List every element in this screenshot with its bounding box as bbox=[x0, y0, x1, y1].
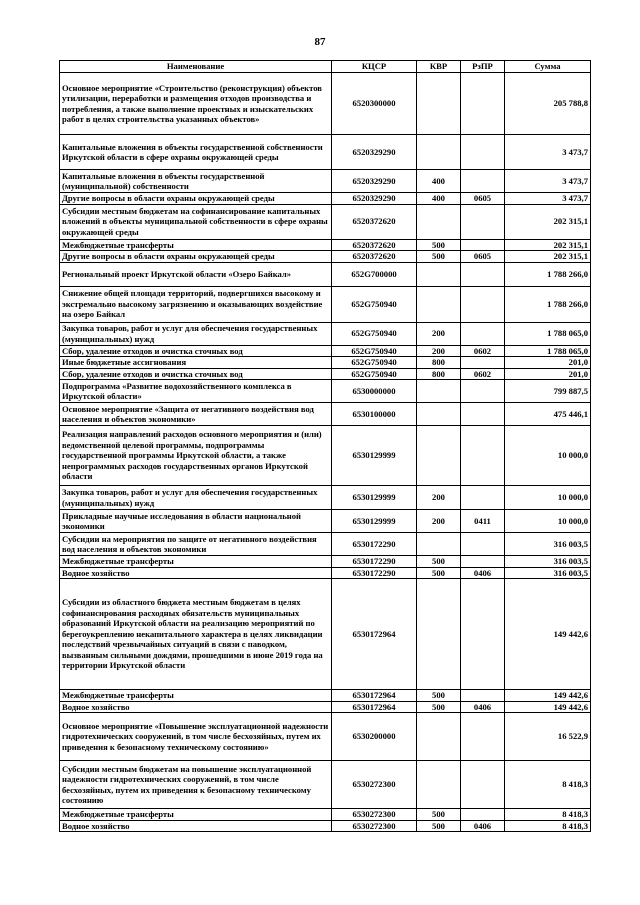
row-name: Межбюджетные трансферты bbox=[60, 690, 332, 702]
row-kvr: 500 bbox=[417, 251, 461, 263]
row-name: Межбюджетные трансферты bbox=[60, 809, 332, 821]
row-kvr bbox=[417, 579, 461, 690]
row-kvr: 400 bbox=[417, 193, 461, 205]
row-name: Закупка товаров, работ и услуг для обеспечения государственных (муниципальных) нужд bbox=[60, 486, 332, 510]
row-name: Межбюджетные трансферты bbox=[60, 556, 332, 568]
row-kvr: 200 bbox=[417, 510, 461, 533]
budget-table bbox=[59, 60, 591, 832]
header-kcsr: КЦСР bbox=[332, 61, 417, 73]
row-rzpr bbox=[461, 135, 505, 170]
row-kcsr: 6520372620 bbox=[332, 251, 417, 263]
row-kvr bbox=[417, 426, 461, 486]
row-kvr: 500 bbox=[417, 239, 461, 251]
row-rzpr bbox=[461, 556, 505, 568]
row-sum: 8 418,3 bbox=[505, 761, 591, 809]
row-kvr bbox=[417, 73, 461, 135]
row-rzpr: 0605 bbox=[461, 193, 505, 205]
row-name: Подпрограмма «Развитие водохозяйственного комплекса в Иркутской области» bbox=[60, 380, 332, 403]
row-name: Снижение общей площади территорий, подвергшихся высокому и экстремально высокому загрязнению и оказывающих воздействие на озеро Байкал bbox=[60, 286, 332, 322]
table-row bbox=[60, 567, 591, 579]
table-row bbox=[60, 486, 591, 510]
row-kcsr: 6530272300 bbox=[332, 761, 417, 809]
row-rzpr bbox=[461, 690, 505, 702]
row-rzpr bbox=[461, 761, 505, 809]
row-sum: 316 003,5 bbox=[505, 556, 591, 568]
row-sum: 201,0 bbox=[505, 357, 591, 369]
row-kvr bbox=[417, 135, 461, 170]
row-name: Водное хозяйство bbox=[60, 820, 332, 832]
row-name: Межбюджетные трансферты bbox=[60, 239, 332, 251]
row-sum: 1 788 266,0 bbox=[505, 286, 591, 322]
row-kcsr: 6520372620 bbox=[332, 204, 417, 239]
row-sum: 1 788 266,0 bbox=[505, 262, 591, 286]
row-rzpr bbox=[461, 170, 505, 193]
table-row bbox=[60, 239, 591, 251]
row-sum: 1 788 065,0 bbox=[505, 322, 591, 345]
row-kvr bbox=[417, 286, 461, 322]
table-row bbox=[60, 286, 591, 322]
row-kcsr: 652G700000 bbox=[332, 262, 417, 286]
row-sum: 201,0 bbox=[505, 368, 591, 380]
row-kvr: 500 bbox=[417, 690, 461, 702]
row-kcsr: 6530172290 bbox=[332, 556, 417, 568]
table-row bbox=[60, 701, 591, 713]
row-name: Закупка товаров, работ и услуг для обеспечения государственных (муниципальных) нужд bbox=[60, 322, 332, 345]
row-rzpr bbox=[461, 426, 505, 486]
table-row bbox=[60, 204, 591, 239]
row-kcsr: 6530172964 bbox=[332, 690, 417, 702]
row-name: Субсидии на мероприятия по защите от негативного воздействия вод населения и объектов экономики bbox=[60, 533, 332, 556]
row-kvr: 500 bbox=[417, 567, 461, 579]
row-kvr: 800 bbox=[417, 357, 461, 369]
table-row bbox=[60, 380, 591, 403]
row-kcsr: 6530129999 bbox=[332, 510, 417, 533]
table-row bbox=[60, 761, 591, 809]
table-row bbox=[60, 556, 591, 568]
row-name: Основное мероприятие «Повышение эксплуатационной надежности гидротехнических сооружений, в том числе бесхозяйных, путем их приведения к безопасному техническому состоянию» bbox=[60, 713, 332, 761]
row-name: Сбор, удаление отходов и очистка сточных вод bbox=[60, 345, 332, 357]
row-sum: 3 473,7 bbox=[505, 135, 591, 170]
row-sum: 8 418,3 bbox=[505, 820, 591, 832]
row-kvr bbox=[417, 403, 461, 426]
table-row bbox=[60, 533, 591, 556]
table-row bbox=[60, 690, 591, 702]
row-kcsr: 6530000000 bbox=[332, 380, 417, 403]
table-row bbox=[60, 368, 591, 380]
table-row bbox=[60, 251, 591, 263]
header-name: Наименование bbox=[60, 61, 332, 73]
row-kcsr: 652G750940 bbox=[332, 357, 417, 369]
header-kvr: КВР bbox=[417, 61, 461, 73]
row-kcsr: 652G750940 bbox=[332, 345, 417, 357]
row-rzpr bbox=[461, 322, 505, 345]
row-kcsr: 6530272300 bbox=[332, 809, 417, 821]
table-row bbox=[60, 345, 591, 357]
row-rzpr: 0602 bbox=[461, 368, 505, 380]
row-kcsr: 6530172290 bbox=[332, 567, 417, 579]
row-kcsr: 6520300000 bbox=[332, 73, 417, 135]
row-rzpr: 0406 bbox=[461, 820, 505, 832]
row-kcsr: 652G750940 bbox=[332, 286, 417, 322]
row-kcsr: 6530129999 bbox=[332, 426, 417, 486]
row-rzpr: 0406 bbox=[461, 567, 505, 579]
row-name: Другие вопросы в области охраны окружающей среды bbox=[60, 251, 332, 263]
row-sum: 10 000,0 bbox=[505, 486, 591, 510]
table-row bbox=[60, 193, 591, 205]
row-rzpr bbox=[461, 713, 505, 761]
row-sum: 16 522,9 bbox=[505, 713, 591, 761]
row-rzpr bbox=[461, 73, 505, 135]
row-kcsr: 6530129999 bbox=[332, 486, 417, 510]
table-row bbox=[60, 510, 591, 533]
row-name: Другие вопросы в области охраны окружающей среды bbox=[60, 193, 332, 205]
row-kcsr: 6530100000 bbox=[332, 403, 417, 426]
row-kvr bbox=[417, 713, 461, 761]
row-sum: 202 315,1 bbox=[505, 239, 591, 251]
row-kvr: 800 bbox=[417, 368, 461, 380]
row-rzpr bbox=[461, 533, 505, 556]
row-sum: 3 473,7 bbox=[505, 193, 591, 205]
row-kvr bbox=[417, 262, 461, 286]
row-kcsr: 6530172290 bbox=[332, 533, 417, 556]
row-kvr: 500 bbox=[417, 809, 461, 821]
row-sum: 202 315,1 bbox=[505, 251, 591, 263]
row-sum: 3 473,7 bbox=[505, 170, 591, 193]
table-row bbox=[60, 262, 591, 286]
table-header-row bbox=[60, 61, 591, 73]
row-name: Региональный проект Иркутской области «Озеро Байкал» bbox=[60, 262, 332, 286]
row-sum: 202 315,1 bbox=[505, 204, 591, 239]
row-name: Основное мероприятие «Защита от негативного воздействия вод населения и объектов экономики» bbox=[60, 403, 332, 426]
row-rzpr bbox=[461, 286, 505, 322]
row-kvr: 400 bbox=[417, 170, 461, 193]
table-row bbox=[60, 579, 591, 690]
row-kcsr: 6520329290 bbox=[332, 193, 417, 205]
row-name: Субсидии местным бюджетам на софинансирование капитальных вложений в объекты муниципальной собственности в сфере охраны окружающей среды bbox=[60, 204, 332, 239]
row-name: Водное хозяйство bbox=[60, 567, 332, 579]
row-name: Сбор, удаление отходов и очистка сточных вод bbox=[60, 368, 332, 380]
row-rzpr bbox=[461, 403, 505, 426]
table-row bbox=[60, 322, 591, 345]
row-name: Иные бюджетные ассигнования bbox=[60, 357, 332, 369]
row-rzpr: 0605 bbox=[461, 251, 505, 263]
row-name: Прикладные научные исследования в области национальной экономики bbox=[60, 510, 332, 533]
row-sum: 149 442,6 bbox=[505, 690, 591, 702]
row-rzpr: 0602 bbox=[461, 345, 505, 357]
row-kcsr: 6530200000 bbox=[332, 713, 417, 761]
row-rzpr bbox=[461, 579, 505, 690]
table-row bbox=[60, 820, 591, 832]
row-kvr: 500 bbox=[417, 556, 461, 568]
row-kcsr: 6530272300 bbox=[332, 820, 417, 832]
row-kvr: 500 bbox=[417, 820, 461, 832]
table-row bbox=[60, 170, 591, 193]
row-name: Субсидии из областного бюджета местным бюджетам в целях софинансирования расходных обязательств муниципальных образований Иркутской области на реализацию мероприятий по берегоукреплению некапитального характера в целях ликвидации последствий чрезвычайных ситуаций в связи с паводком, вызванным сильными дождями, прошедшими в июне 2019 года на территории Иркутской области bbox=[60, 579, 332, 690]
row-name: Водное хозяйство bbox=[60, 701, 332, 713]
row-rzpr bbox=[461, 262, 505, 286]
row-kvr bbox=[417, 380, 461, 403]
header-sum: Сумма bbox=[505, 61, 591, 73]
row-rzpr bbox=[461, 380, 505, 403]
row-name: Реализация направлений расходов основного мероприятия и (или) ведомственной целевой программы, подпрограммы государственной программы Иркутской области, а также непрограммных расходов государственных органов Иркутской области bbox=[60, 426, 332, 486]
row-sum: 10 000,0 bbox=[505, 510, 591, 533]
row-sum: 316 003,5 bbox=[505, 533, 591, 556]
row-kvr bbox=[417, 761, 461, 809]
row-rzpr bbox=[461, 809, 505, 821]
row-kcsr: 6520329290 bbox=[332, 170, 417, 193]
row-kvr bbox=[417, 533, 461, 556]
row-sum: 149 442,6 bbox=[505, 701, 591, 713]
row-sum: 475 446,1 bbox=[505, 403, 591, 426]
row-kvr: 200 bbox=[417, 322, 461, 345]
row-rzpr: 0406 bbox=[461, 701, 505, 713]
row-name: Капитальные вложения в объекты государственной (муниципальной) собственности bbox=[60, 170, 332, 193]
table-row bbox=[60, 809, 591, 821]
table-row bbox=[60, 73, 591, 135]
row-kcsr: 6530172964 bbox=[332, 579, 417, 690]
row-rzpr bbox=[461, 239, 505, 251]
row-sum: 316 003,5 bbox=[505, 567, 591, 579]
row-rzpr bbox=[461, 357, 505, 369]
header-rzpr: РзПР bbox=[461, 61, 505, 73]
row-sum: 10 000,0 bbox=[505, 426, 591, 486]
table-row bbox=[60, 426, 591, 486]
row-sum: 8 418,3 bbox=[505, 809, 591, 821]
row-sum: 799 887,5 bbox=[505, 380, 591, 403]
row-kvr bbox=[417, 204, 461, 239]
row-rzpr: 0411 bbox=[461, 510, 505, 533]
page-number: 87 bbox=[314, 36, 326, 48]
row-kcsr: 652G750940 bbox=[332, 322, 417, 345]
row-rzpr bbox=[461, 204, 505, 239]
row-kcsr: 652G750940 bbox=[332, 368, 417, 380]
row-sum: 205 788,8 bbox=[505, 73, 591, 135]
row-kvr: 500 bbox=[417, 701, 461, 713]
row-kcsr: 6520329290 bbox=[332, 135, 417, 170]
row-name: Субсидии местным бюджетам на повышение эксплуатационной надежности гидротехнических сооружений, в том числе бесхозяйных, путем их приведения к безопасному техническому состоянию bbox=[60, 761, 332, 809]
row-kcsr: 6530172964 bbox=[332, 701, 417, 713]
row-rzpr bbox=[461, 486, 505, 510]
row-kcsr: 6520372620 bbox=[332, 239, 417, 251]
table-row bbox=[60, 357, 591, 369]
row-kvr: 200 bbox=[417, 345, 461, 357]
table-row bbox=[60, 713, 591, 761]
row-name: Основное мероприятие «Строительство (реконструкция) объектов утилизации, переработки и размещения отходов производства и потребления, а также выполнение проектных и изыскательских работ в целях строительства указанных объектов» bbox=[60, 73, 332, 135]
row-sum: 149 442,6 bbox=[505, 579, 591, 690]
table-row bbox=[60, 403, 591, 426]
row-sum: 1 788 065,0 bbox=[505, 345, 591, 357]
table-row bbox=[60, 135, 591, 170]
row-kvr: 200 bbox=[417, 486, 461, 510]
row-name: Капитальные вложения в объекты государственной собственности Иркутской области в сфере охраны окружающей среды bbox=[60, 135, 332, 170]
